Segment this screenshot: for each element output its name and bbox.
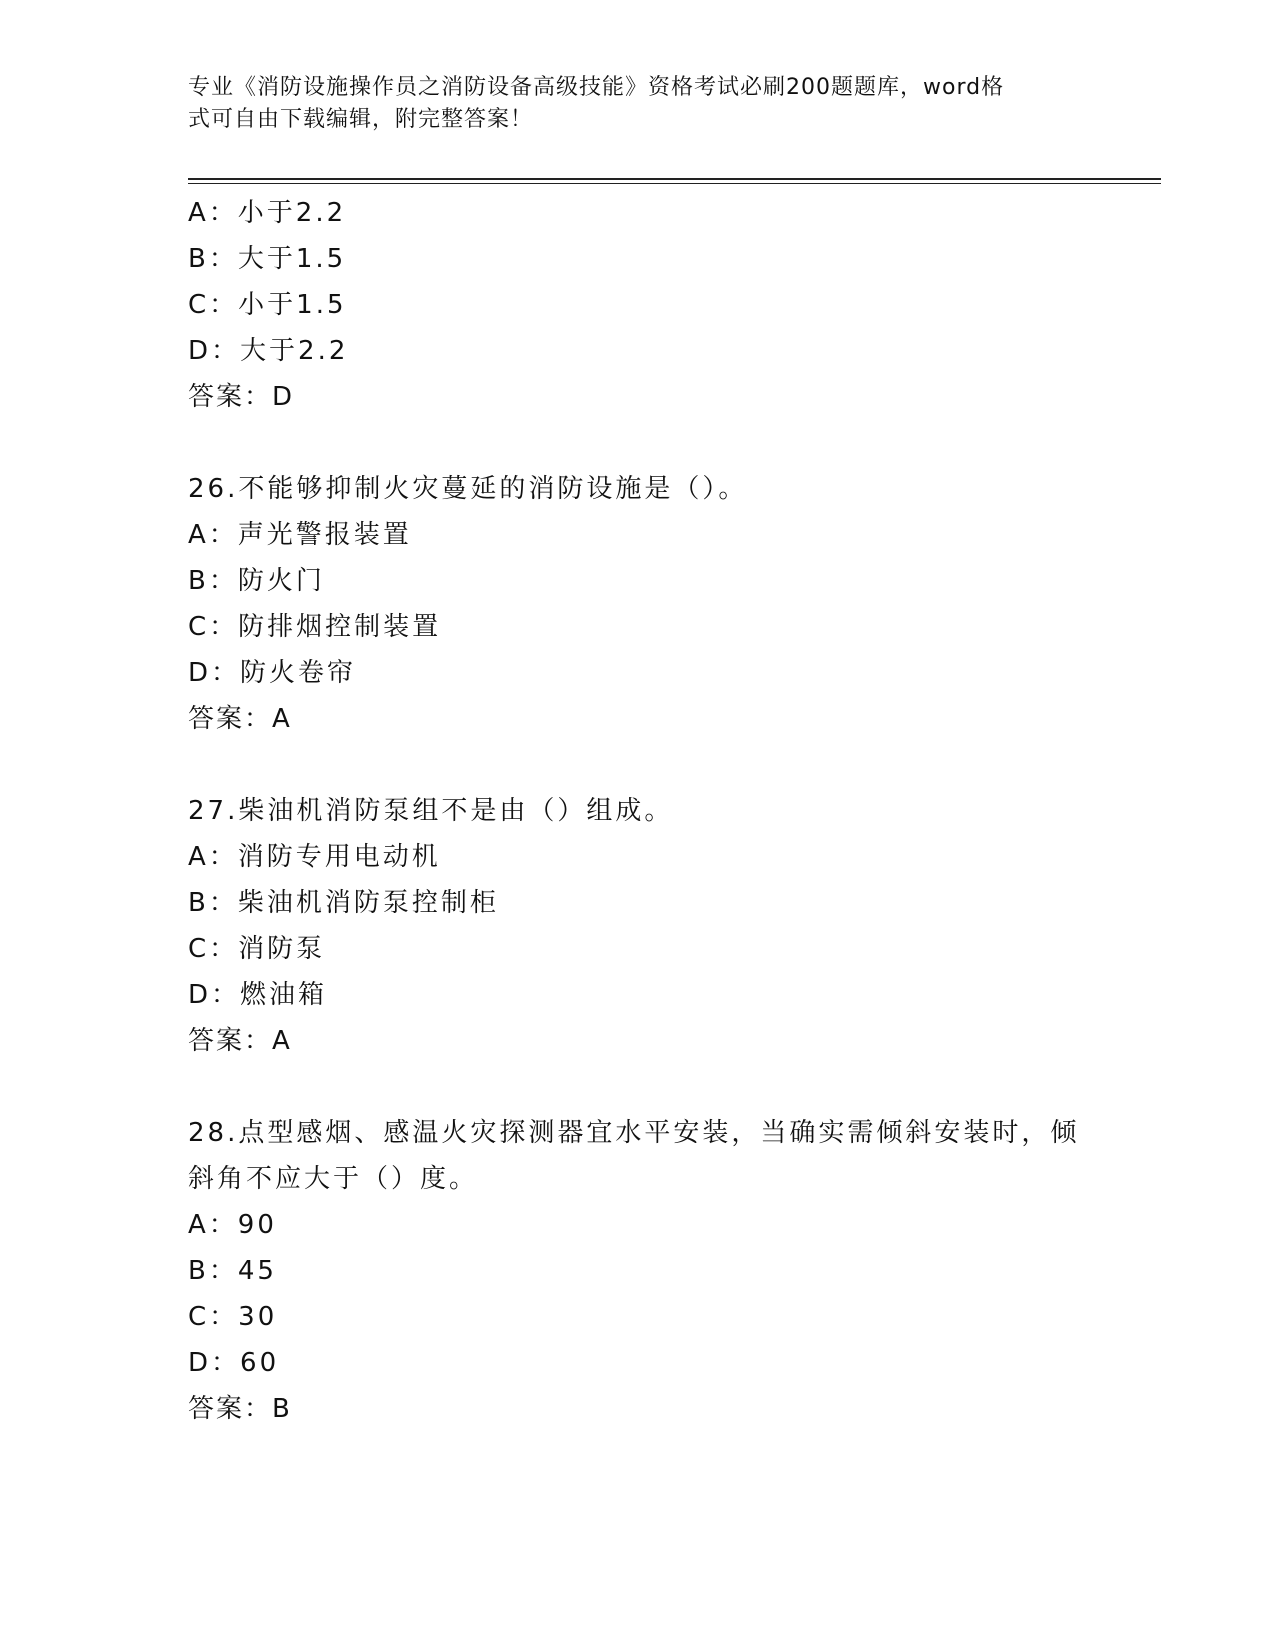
question-25 — [188, 190, 1088, 420]
question-text: 27.柴油机消防泵组不是由（）组成。 — [188, 796, 674, 826]
answer-line: 答案：D — [188, 382, 295, 412]
option-d: D：燃油箱 — [188, 980, 328, 1010]
option-a: A：90 — [188, 1210, 277, 1240]
answer-line: 答案：A — [188, 1026, 292, 1056]
option-b: B：防火门 — [188, 566, 325, 596]
document-header — [188, 72, 1088, 136]
spacer — [188, 742, 1088, 788]
question-text-line-2: 斜角不应大于（）度。 — [188, 1164, 479, 1194]
spacer — [188, 1064, 1088, 1110]
answer-line: 答案：B — [188, 1394, 292, 1424]
question-list — [188, 190, 1088, 1432]
header-line-1: 专业《消防设施操作员之消防设备高级技能》资格考试必刷200题题库，word格 — [188, 75, 1005, 100]
option-a: A：消防专用电动机 — [188, 842, 441, 872]
option-d: D：防火卷帘 — [188, 658, 357, 688]
question-text: 26.不能够抑制火灾蔓延的消防设施是（）。 — [188, 474, 748, 504]
question-26 — [188, 466, 1088, 742]
question-text-line-1: 28.点型感烟、感温火灾探测器宜水平安装，当确实需倾斜安装时，倾 — [188, 1118, 1080, 1148]
option-c: C：消防泵 — [188, 934, 326, 964]
question-28 — [188, 1110, 1088, 1432]
option-a: A：声光警报装置 — [188, 520, 412, 550]
option-c: C：30 — [188, 1302, 278, 1332]
option-c: C：防排烟控制装置 — [188, 612, 442, 642]
option-d: D：60 — [188, 1348, 280, 1378]
option-c: C：小于1.5 — [188, 290, 347, 320]
option-b: B：大于1.5 — [188, 244, 347, 274]
option-a: A：小于2.2 — [188, 198, 347, 228]
answer-line: 答案：A — [188, 704, 292, 734]
header-divider — [188, 178, 1161, 184]
option-b: B：柴油机消防泵控制柜 — [188, 888, 499, 918]
option-d: D：大于2.2 — [188, 336, 349, 366]
spacer — [188, 420, 1088, 466]
question-27 — [188, 788, 1088, 1064]
header-line-2: 式可自由下载编辑，附完整答案！ — [188, 107, 534, 132]
option-b: B：45 — [188, 1256, 277, 1286]
